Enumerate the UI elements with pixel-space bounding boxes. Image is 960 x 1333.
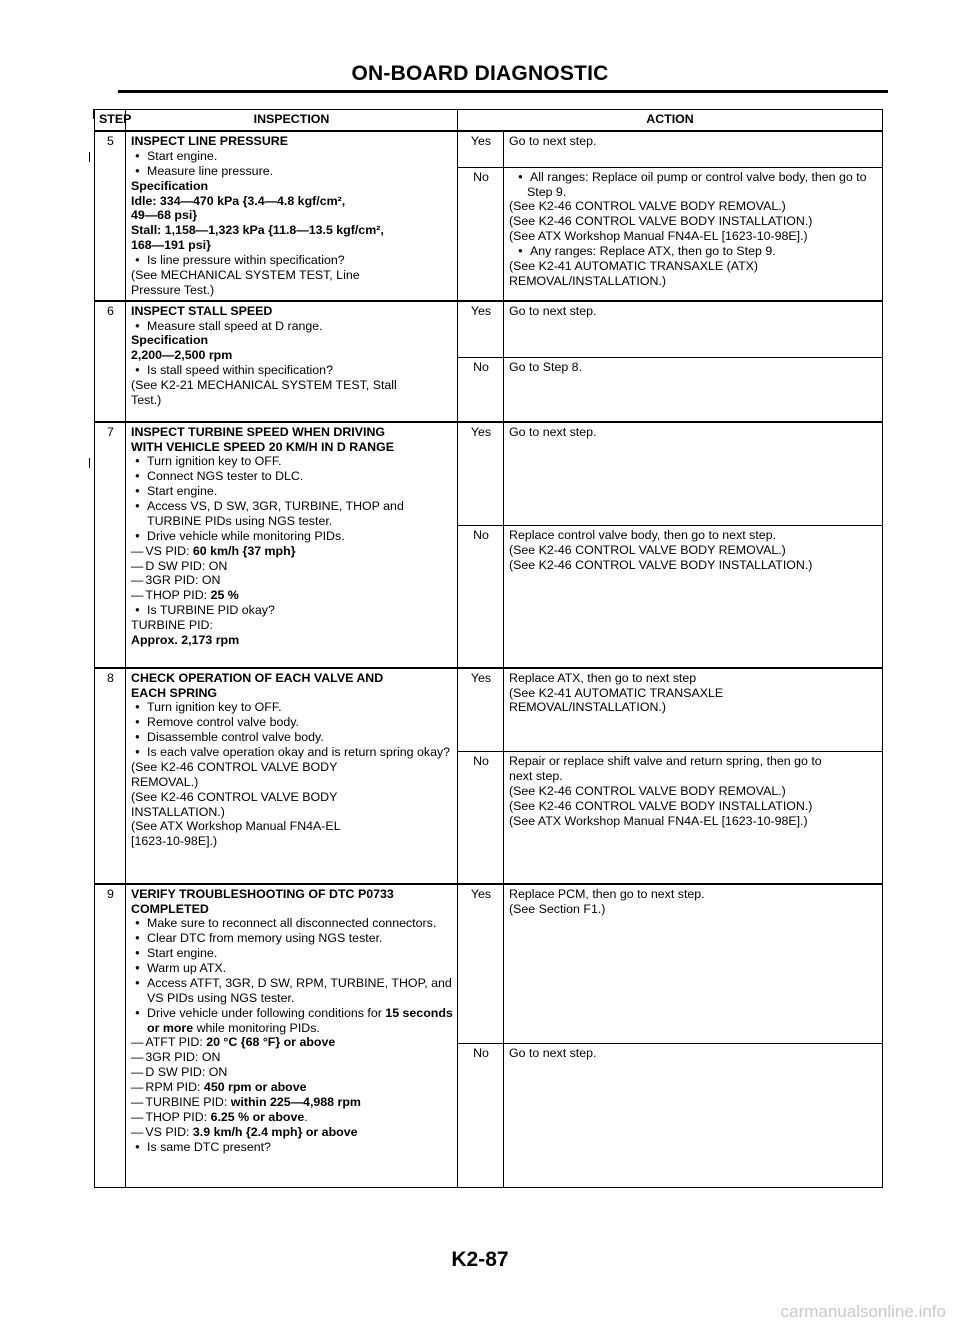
action-cell xyxy=(504,668,883,752)
action-cell xyxy=(504,884,883,1044)
inspection-cell xyxy=(126,131,458,301)
table-row xyxy=(95,131,883,167)
bullet-item xyxy=(131,976,453,1006)
answer-no: No xyxy=(458,358,504,422)
text-segment: Go to Step 8. xyxy=(509,360,583,375)
action-cell xyxy=(504,752,883,884)
bullet-item xyxy=(131,931,453,946)
text-line xyxy=(509,558,878,573)
table-row xyxy=(95,301,883,358)
text-segment: (See K2-46 CONTROL VALVE BODY REMOVAL.) xyxy=(509,783,786,798)
bold-value: 450 rpm or above xyxy=(203,1080,307,1094)
text-segment: REMOVAL.) xyxy=(131,774,199,789)
text-line xyxy=(509,754,878,769)
text-segment: (See K2-41 AUTOMATIC TRANSAXLE (ATX) xyxy=(509,258,759,273)
answer-no: No xyxy=(458,526,504,668)
text-segment: Stall: 1,158—1,323 kPa {11.8—13.5 kgf/cm², xyxy=(131,223,384,238)
table-row xyxy=(95,884,883,1044)
text-line xyxy=(509,528,878,543)
bullet-item xyxy=(131,484,453,499)
table-row xyxy=(95,422,883,526)
action-cell xyxy=(504,131,883,167)
revision-mark xyxy=(89,152,90,162)
inspection-heading xyxy=(131,440,453,455)
text-segment: Start engine. xyxy=(147,148,218,163)
inspection-heading xyxy=(131,179,453,194)
text-segment: Approx. 2,173 rpm xyxy=(131,632,240,647)
text-line xyxy=(509,229,878,244)
text-line xyxy=(131,805,453,820)
column-header-action: ACTION xyxy=(458,110,883,132)
bullet-item xyxy=(131,319,453,334)
text-segment: COMPLETED xyxy=(131,901,209,916)
text-line xyxy=(509,134,878,149)
text-line xyxy=(509,304,878,319)
inspection-heading xyxy=(131,425,453,440)
text-line xyxy=(509,425,878,440)
pid-condition xyxy=(131,1065,453,1080)
text-line xyxy=(131,790,453,805)
text-segment: Go to next step. xyxy=(509,1046,597,1061)
bullet-item xyxy=(131,946,453,961)
text-segment: THOP PID: xyxy=(145,588,211,603)
text-line xyxy=(509,700,878,715)
text-segment: . xyxy=(304,1109,308,1124)
text-segment: Go to next step. xyxy=(509,424,597,439)
page-number: K2-87 xyxy=(451,1248,509,1271)
pid-condition xyxy=(131,573,453,588)
text-segment: Measure line pressure. xyxy=(147,163,274,178)
text-segment: REMOVAL/INSTALLATION.) xyxy=(509,700,666,715)
text-line xyxy=(509,259,878,274)
table-row xyxy=(95,668,883,752)
bullet-item xyxy=(131,700,453,715)
pid-condition xyxy=(131,588,453,603)
text-segment: Test.) xyxy=(131,392,162,407)
inspection-heading xyxy=(131,223,453,238)
text-segment: (See MECHANICAL SYSTEM TEST, Line xyxy=(131,267,360,282)
text-segment: WITH VEHICLE SPEED 20 KM/H IN D RANGE xyxy=(131,439,394,454)
inspection-cell xyxy=(126,884,458,1188)
text-segment: Replace control valve body, then go to next step. xyxy=(509,528,777,543)
text-segment: Turn ignition key to OFF. xyxy=(147,454,282,469)
text-line xyxy=(509,214,878,229)
text-segment: THOP PID: xyxy=(145,1109,211,1124)
text-segment: All ranges: Replace oil pump or control valve body, then go to Step 9. xyxy=(527,169,867,199)
text-segment: ATFT PID: xyxy=(145,1035,207,1050)
answer-yes: Yes xyxy=(458,301,504,358)
text-segment: Drive vehicle while monitoring PIDs. xyxy=(147,528,345,543)
inspection-heading xyxy=(131,238,453,253)
action-cell xyxy=(504,167,883,301)
action-cell xyxy=(504,301,883,358)
text-segment: Measure stall speed at D range. xyxy=(147,318,323,333)
bullet-item xyxy=(131,961,453,976)
text-segment: Go to next step. xyxy=(509,303,597,318)
text-segment: Turn ignition key to OFF. xyxy=(147,700,282,715)
answer-no: No xyxy=(458,1044,504,1188)
bullet-item xyxy=(131,1140,453,1155)
text-line xyxy=(131,268,453,283)
text-segment: 49—68 psi} xyxy=(131,208,198,223)
text-segment: INSPECT TURBINE SPEED WHEN DRIVING xyxy=(131,424,386,439)
bullet-item xyxy=(131,149,453,164)
text-segment: next step. xyxy=(509,769,563,783)
answer-yes: Yes xyxy=(458,131,504,167)
text-segment: (See ATX Workshop Manual FN4A-EL [1623-10-98E].) xyxy=(509,229,808,244)
text-line xyxy=(509,199,878,214)
bullet-item xyxy=(131,529,453,544)
inspection-heading xyxy=(131,304,453,319)
step-number: 6 xyxy=(95,301,126,422)
text-line xyxy=(509,274,878,289)
text-line xyxy=(509,784,878,799)
column-header-inspection: INSPECTION xyxy=(126,110,458,132)
text-segment: 2,200—2,500 rpm xyxy=(131,348,233,363)
text-segment: Access VS, D SW, 3GR, TURBINE, THOP and TURBINE PIDs using NGS tester. xyxy=(147,499,404,528)
text-line xyxy=(509,360,878,375)
text-segment: TURBINE PID: xyxy=(145,1094,231,1109)
text-line xyxy=(131,775,453,790)
answer-yes: Yes xyxy=(458,422,504,526)
bullet-item xyxy=(131,715,453,730)
bullet-item xyxy=(131,916,453,931)
text-segment: Is stall speed within specification? xyxy=(147,363,333,378)
bold-value: within 225—4,988 rpm xyxy=(230,1094,361,1109)
text-segment: 3GR PID: ON xyxy=(145,573,221,588)
pid-condition xyxy=(131,559,453,574)
text-segment: (See K2-21 MECHANICAL SYSTEM TEST, Stall xyxy=(131,378,397,392)
text-segment: Drive vehicle under following conditions for xyxy=(147,1005,386,1020)
text-segment: Access ATFT, 3GR, D SW, RPM, TURBINE, THOP, and VS PIDs using NGS tester. xyxy=(147,975,452,1005)
text-line xyxy=(131,393,453,408)
bold-value: 6.25 % or above xyxy=(210,1109,305,1124)
bullet-item xyxy=(131,454,453,469)
text-segment: TURBINE PID: xyxy=(131,618,213,632)
text-segment: EACH SPRING xyxy=(131,685,218,700)
text-segment: CHECK OPERATION OF EACH VALVE AND xyxy=(131,670,384,685)
text-segment: INSTALLATION.) xyxy=(131,804,225,819)
text-segment: VERIFY TROUBLESHOOTING OF DTC P0733 xyxy=(131,886,394,901)
answer-no: No xyxy=(458,167,504,301)
inspection-cell xyxy=(126,422,458,668)
text-segment: Go to next step. xyxy=(509,134,597,148)
action-cell xyxy=(504,358,883,422)
text-segment: Clear DTC from memory using NGS tester. xyxy=(147,931,383,946)
text-segment: (See K2-46 CONTROL VALVE BODY INSTALLATION.) xyxy=(509,798,813,813)
watermark: carmanualsonline.info xyxy=(780,1302,946,1321)
bullet-item xyxy=(131,603,453,618)
action-cell xyxy=(504,422,883,526)
text-segment: Any ranges: Replace ATX, then go to Step 9. xyxy=(530,244,776,258)
text-segment: Is same DTC present? xyxy=(147,1139,271,1154)
text-segment: while monitoring PIDs. xyxy=(193,1020,320,1035)
answer-yes: Yes xyxy=(458,884,504,1044)
text-line xyxy=(131,819,453,834)
answer-no: No xyxy=(458,752,504,884)
text-line xyxy=(509,814,878,829)
bullet-item xyxy=(131,1006,453,1036)
inspection-heading xyxy=(131,208,453,223)
bullet-item xyxy=(131,730,453,745)
bullet-item xyxy=(131,363,453,378)
pid-condition xyxy=(131,1050,453,1065)
text-segment: (See ATX Workshop Manual FN4A-EL xyxy=(131,819,341,834)
step-number: 8 xyxy=(95,668,126,884)
pid-condition xyxy=(131,1110,453,1125)
text-segment: INSPECT LINE PRESSURE xyxy=(131,134,288,148)
text-segment: [1623-10-98E].) xyxy=(131,834,218,849)
text-segment: VS PID: xyxy=(145,543,193,558)
text-segment: Start engine. xyxy=(147,484,218,499)
bullet-item xyxy=(509,244,878,259)
inspection-heading xyxy=(131,887,453,902)
pid-condition xyxy=(131,544,453,559)
text-segment: Replace ATX, then go to next step xyxy=(509,670,697,685)
bold-value: 3.9 km/h {2.4 mph} or above xyxy=(192,1124,358,1139)
answer-yes: Yes xyxy=(458,668,504,752)
text-segment: (See Section F1.) xyxy=(509,901,606,916)
inspection-heading xyxy=(131,194,453,209)
text-line xyxy=(131,283,453,298)
inspection-cell xyxy=(126,668,458,884)
bold-value: 20 °C {68 °F} or above xyxy=(206,1035,336,1050)
inspection-cell xyxy=(126,301,458,422)
text-line xyxy=(509,887,878,902)
pid-condition xyxy=(131,1035,453,1050)
text-line xyxy=(131,618,453,633)
text-line xyxy=(509,671,878,686)
text-segment: Idle: 334—470 kPa {3.4—4.8 kgf/cm², xyxy=(131,193,346,208)
bullet-item xyxy=(131,253,453,268)
action-cell xyxy=(504,1044,883,1188)
text-segment: Make sure to reconnect all disconnected connectors. xyxy=(147,916,437,931)
text-segment: D SW PID: ON xyxy=(145,1065,228,1080)
bullet-item xyxy=(131,469,453,484)
inspection-heading xyxy=(131,134,453,149)
bullet-item xyxy=(131,745,453,760)
text-segment: Pressure Test.) xyxy=(131,282,215,297)
inspection-heading xyxy=(131,333,453,348)
text-segment: Remove control valve body. xyxy=(147,715,299,730)
text-line xyxy=(509,902,878,917)
bullet-item xyxy=(131,164,453,179)
table-header-row xyxy=(95,110,883,132)
text-segment: Is TURBINE PID okay? xyxy=(147,603,275,618)
text-segment: (See K2-46 CONTROL VALVE BODY INSTALLATION.) xyxy=(509,214,813,229)
column-header-step: STEP xyxy=(95,110,126,132)
text-line xyxy=(131,378,453,393)
title-rule xyxy=(118,90,888,93)
inspection-heading xyxy=(131,348,453,363)
text-segment: (See K2-46 CONTROL VALVE BODY INSTALLATION.) xyxy=(509,557,813,572)
text-line xyxy=(509,1046,878,1061)
bullet-item xyxy=(131,499,453,529)
inspection-heading xyxy=(131,633,453,648)
text-segment: (See ATX Workshop Manual FN4A-EL [1623-10-98E].) xyxy=(509,813,808,828)
text-segment: INSPECT STALL SPEED xyxy=(131,303,273,318)
text-segment: Connect NGS tester to DLC. xyxy=(147,469,304,484)
bullet-item xyxy=(509,170,878,200)
inspection-heading xyxy=(131,671,453,686)
text-line xyxy=(509,543,878,558)
text-segment: (See K2-46 CONTROL VALVE BODY REMOVAL.) xyxy=(509,543,786,557)
text-segment: REMOVAL/INSTALLATION.) xyxy=(509,273,666,288)
revision-mark xyxy=(89,458,90,468)
text-segment: (See K2-41 AUTOMATIC TRANSAXLE xyxy=(509,685,724,700)
action-cell xyxy=(504,526,883,668)
text-line xyxy=(509,686,878,701)
text-segment: Replace PCM, then go to next step. xyxy=(509,886,705,901)
pid-condition xyxy=(131,1080,453,1095)
text-segment: 3GR PID: ON xyxy=(145,1050,221,1065)
bold-value: 60 km/h {37 mph} xyxy=(192,543,296,558)
text-segment: (See K2-46 CONTROL VALVE BODY xyxy=(131,759,338,774)
pid-condition xyxy=(131,1125,453,1140)
inspection-heading xyxy=(131,686,453,701)
text-segment: Repair or replace shift valve and return spring, then go to xyxy=(509,754,822,769)
bold-value: 15 seconds or more xyxy=(147,1005,453,1035)
text-segment: (See K2-46 CONTROL VALVE BODY xyxy=(131,789,338,804)
bold-value: 25 % xyxy=(210,588,239,603)
text-segment: VS PID: xyxy=(145,1124,193,1139)
text-line xyxy=(131,834,453,849)
inspection-heading xyxy=(131,902,453,917)
step-number: 7 xyxy=(95,422,126,668)
page-title: ON-BOARD DIAGNOSTIC xyxy=(351,62,609,85)
text-segment: (See K2-46 CONTROL VALVE BODY REMOVAL.) xyxy=(509,199,786,214)
step-number: 5 xyxy=(95,131,126,301)
text-segment: Is line pressure within specification? xyxy=(147,253,345,267)
text-segment: Specification xyxy=(131,333,209,348)
text-segment: Disassemble control valve body. xyxy=(147,730,324,745)
text-segment: Warm up ATX. xyxy=(147,961,227,975)
text-segment: Specification xyxy=(131,178,209,193)
step-number: 9 xyxy=(95,884,126,1188)
text-segment: RPM PID: xyxy=(145,1080,204,1094)
text-line xyxy=(509,799,878,814)
text-segment: Is each valve operation okay and is return spring okay? xyxy=(147,745,451,759)
text-segment: D SW PID: ON xyxy=(145,558,228,573)
diagnostic-table xyxy=(94,109,883,1188)
pid-condition xyxy=(131,1095,453,1110)
text-line xyxy=(131,760,453,775)
text-segment: Start engine. xyxy=(147,946,218,961)
text-segment: 168—191 psi} xyxy=(131,238,211,253)
text-line xyxy=(509,769,878,784)
